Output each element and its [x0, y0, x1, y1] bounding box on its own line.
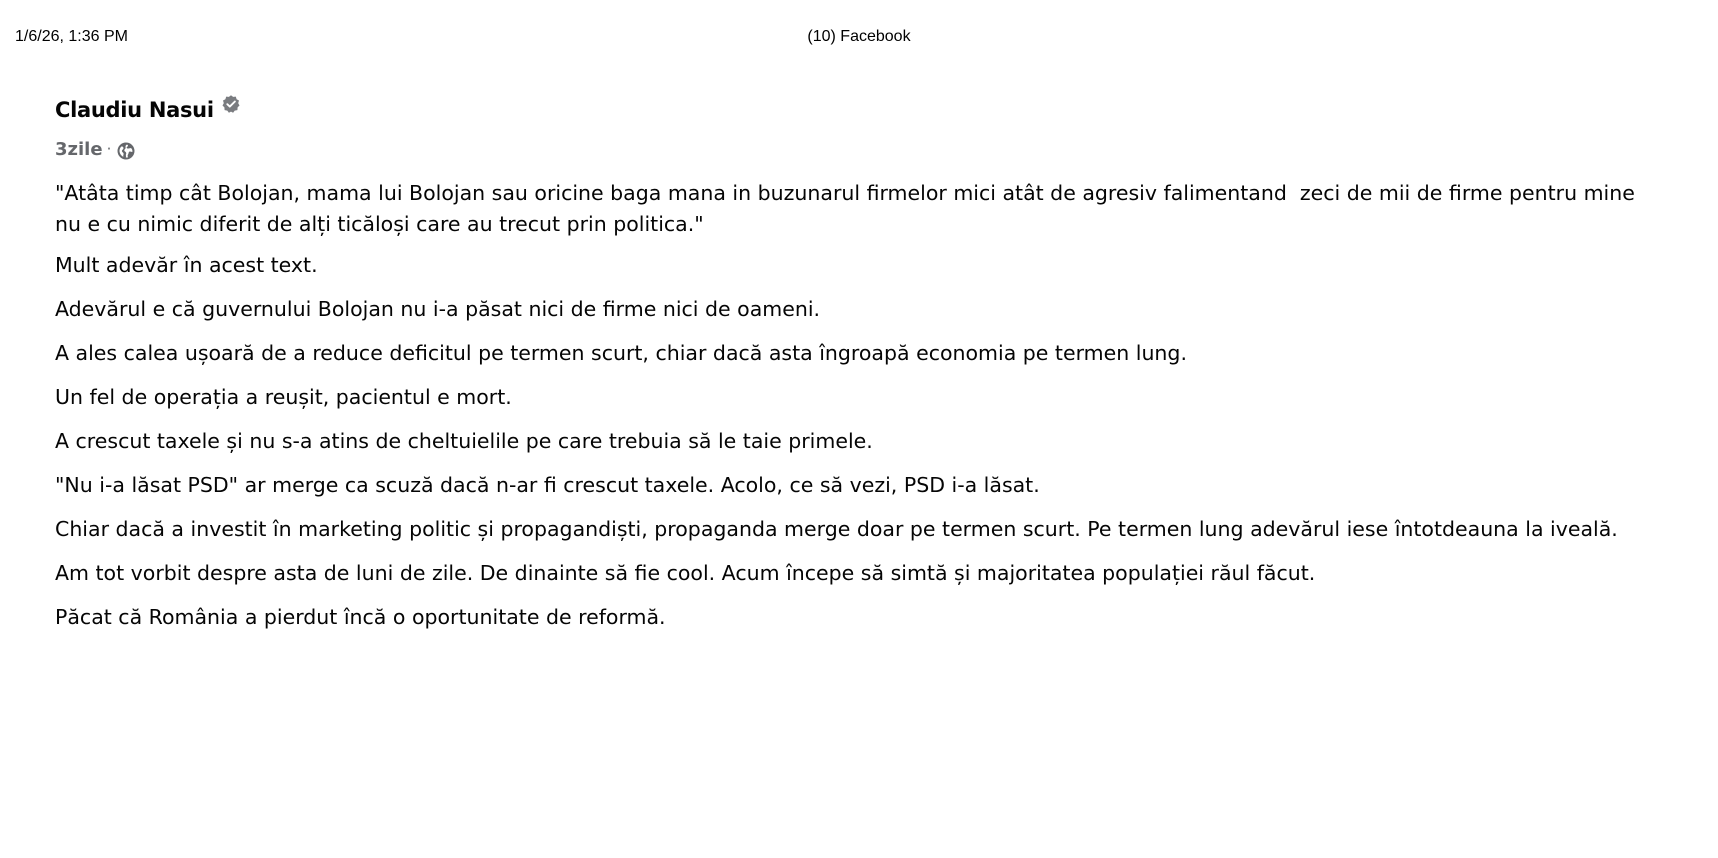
- print-date: 1/6/26, 1:36 PM: [15, 28, 128, 45]
- post-paragraph: A crescut taxele și nu s-a atins de cheltuielile pe care trebuia să le taie primele.: [55, 429, 873, 453]
- post-paragraph: Un fel de operația a reușit, pacientul e mort.: [55, 385, 512, 409]
- print-page-title: (10) Facebook: [807, 28, 911, 45]
- post-paragraph: Adevărul e că guvernului Bolojan nu i-a păsat nici de firme nici de oameni.: [55, 297, 821, 321]
- post-paragraph: Mult adevăr în acest text.: [55, 253, 318, 277]
- post-paragraph: A ales calea ușoară de a reduce deficitul pe termen scurt, chiar dacă asta îngroapă economia pe termen lung.: [55, 341, 1187, 365]
- post-timestamp[interactable]: 3zile: [55, 138, 103, 160]
- post-body: [55, 178, 1665, 633]
- print-header: [15, 28, 1703, 48]
- meta-separator: ·: [106, 140, 112, 158]
- facebook-post: [55, 94, 1665, 646]
- post-meta-row: [55, 136, 1665, 162]
- post-paragraph: "Nu i-a lăsat PSD" ar merge ca scuză dacă n-ar fi crescut taxele. Acolo, ce să vezi, PSD i-a lăsat.: [55, 473, 1040, 497]
- author-name[interactable]: Claudiu Nasui: [55, 98, 214, 122]
- post-paragraph: Păcat că România a pierdut încă o oportunitate de reformă.: [55, 605, 666, 629]
- post-paragraph: Chiar dacă a investit în marketing politic și propagandiști, propaganda merge doar pe termen scurt. Pe termen lung adevărul iese întotdeauna la iveală.: [55, 517, 1618, 541]
- post-paragraph: "Atâta timp cât Bolojan, mama lui Bolojan sau oricine baga mana in buzunarul firmelor mici atât de agresiv falimentand zeci de mii de firme pentru mine nu e cu nimic diferit de alți ticăloși care au trecut prin politica.": [55, 181, 1642, 236]
- post-paragraph: Am tot vorbit despre asta de luni de zile. De dinainte să fie cool. Acum începe să simtă și majoritatea populației răul făcut.: [55, 561, 1316, 585]
- globe-icon: [116, 141, 136, 161]
- verified-badge-icon: [221, 94, 241, 114]
- post-author-row: [55, 94, 1665, 126]
